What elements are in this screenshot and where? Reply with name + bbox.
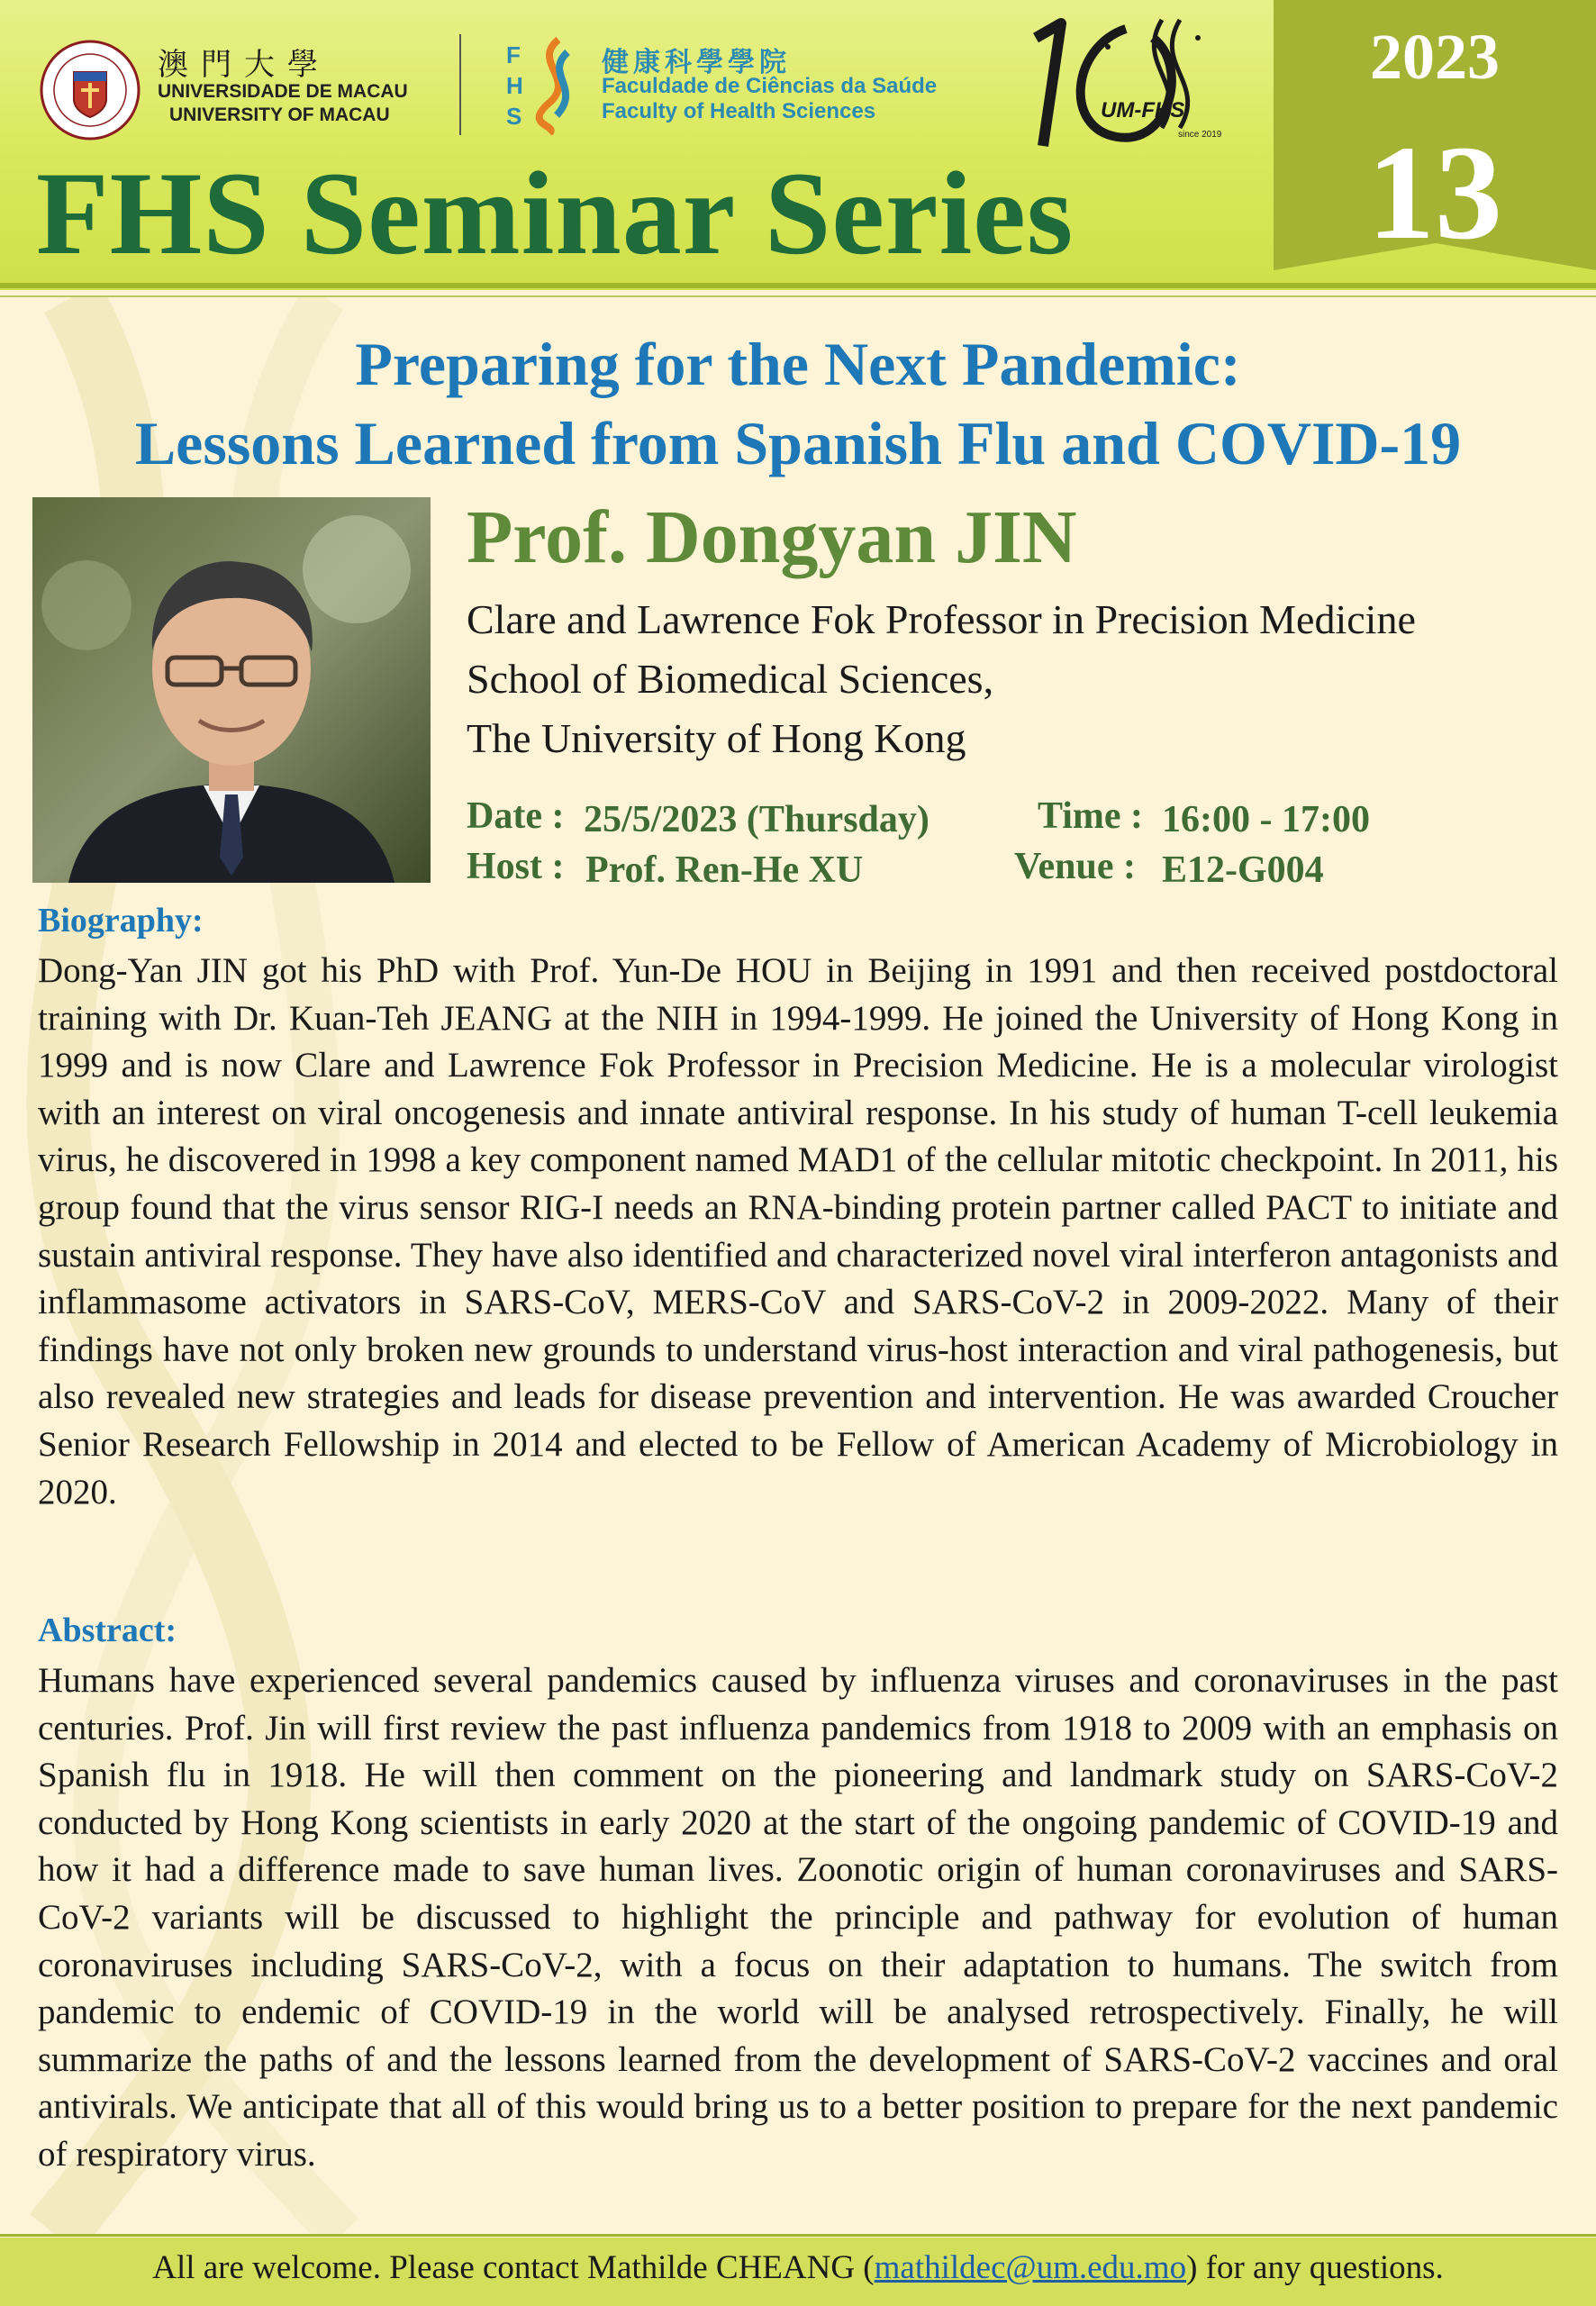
talk-title-line1: Preparing for the Next Pandemic:	[355, 330, 1241, 398]
um-english-name: UNIVERSITY OF MACAU	[169, 104, 390, 125]
speaker-affiliation	[467, 590, 1416, 768]
abstract-text: Humans have experienced several pandemics caused by influenza viruses and coronaviruses in the past centuries. Prof. Jin will first review the past influenza pandemics from 1918 to 2009 with an emphasis on Spanish flu in 1918. He will then comment on the pioneering and landmark study on SARS-CoV-2 conducted by Hong Kong scientists in early 2020 at the start of the ongoing pandemic of COVID-19 and how it had a difference made to save human lives. Zoonotic origin of human coronaviruses and SARS-CoV-2 variants will be discussed to highlight the principle and pathway for evolution of human coronaviruses including SARS-CoV-2, with a focus on their adaptation to humans. The switch from pandemic to endemic of COVID-19 in the world will be analysed retrospectively. Finally, he will summarize the paths of and the lessons learned from the development of SARS-CoV-2 vaccines and oral antivirals. We anticipate that all of this would bring us to a better position to prepare for the next pandemic of respiratory virus.	[38, 1661, 1558, 2174]
talk-title	[0, 324, 1596, 483]
contact-email-link[interactable]: mathildec@um.edu.mo	[874, 2249, 1187, 2286]
footer-contact	[0, 2248, 1596, 2287]
venue-label: Venue :	[1014, 846, 1136, 887]
biography-heading: Biography:	[38, 902, 204, 940]
footer-text-before: All are welcome. Please contact Mathilde CHEANG (	[152, 2249, 875, 2286]
affiliation-line3: The University of Hong Kong	[467, 715, 966, 761]
talk-title-line2: Lessons Learned from Spanish Flu and COVID-19	[134, 409, 1462, 477]
time-value: 16:00 - 17:00	[1162, 799, 1370, 840]
svg-text:since 2019: since 2019	[1178, 130, 1222, 140]
host-label: Host :	[467, 846, 565, 887]
header-divider	[0, 283, 1596, 288]
time-label: Time :	[1038, 795, 1144, 837]
svg-text:H: H	[506, 72, 523, 99]
seminar-number: 13	[1367, 118, 1502, 268]
affiliation-line2: School of Biomedical Sciences,	[467, 656, 994, 702]
um-portuguese-name: UNIVERSIDADE DE MACAU	[158, 81, 408, 102]
footer-text-after: ) for any questions.	[1186, 2249, 1444, 2286]
year-label: 2023	[1370, 21, 1500, 93]
um-chinese-name: 澳門大學	[158, 49, 331, 82]
svg-text:S: S	[506, 103, 522, 130]
fhs-english-name: Faculty of Health Sciences	[602, 99, 876, 123]
venue-value: E12-G004	[1162, 849, 1324, 891]
speaker-name: Prof. Dongyan JIN	[467, 495, 1077, 579]
date-value: 25/5/2023 (Thursday)	[584, 799, 929, 840]
fhs-portuguese-name: Faculdade de Ciências da Saúde	[602, 74, 938, 98]
svg-text:UM-FHS: UM-FHS	[1101, 98, 1185, 123]
biography-text: Dong-Yan JIN got his PhD with Prof. Yun-De HOU in Beijing in 1991 and then received postdoctoral training with Dr. Kuan-Teh JEANG at the NIH in 1994-1999. He joined the University of Hong Kong in 1999 and is now Clare and Lawrence Fok Professor in Precision Medicine. He is a molecular virologist with an interest on viral oncogenesis and innate antiviral response. In his study of human T-cell leukemia virus, he discovered in 1998 a key component named MAD1 of the cellular mitotic checkpoint. In 2011, his group found that the virus sensor RIG-I needs an RNA-binding protein partner called PACT to initiate and sustain antiviral response. They have also identified and characterized novel viral interferon antagonists and inflammasome activators in SARS-CoV, MERS-CoV and SARS-CoV-2 in 2009-2022. Many of their findings have not only broken new grounds to understand virus-host interaction and viral pathogenesis, but also revealed new strategies and leads for disease prevention and intervention. He was awarded Croucher Senior Research Fellowship in 2014 and elected to be Fellow of American Academy of Microbiology in 2020.	[38, 951, 1558, 1512]
date-label: Date :	[467, 795, 565, 837]
speaker-photo	[32, 497, 431, 883]
university-of-macau-logo	[40, 40, 141, 141]
fhs-10th-anniversary-logo	[1018, 11, 1234, 155]
affiliation-line1: Clare and Lawrence Fok Professor in Precision Medicine	[467, 596, 1416, 642]
logo-divider	[459, 34, 461, 135]
fhs-logo	[504, 34, 585, 135]
svg-text:F: F	[506, 41, 521, 68]
abstract-heading: Abstract:	[38, 1611, 177, 1649]
host-value: Prof. Ren-He XU	[585, 849, 864, 891]
fhs-chinese-name: 健康科學學院	[602, 48, 791, 77]
footer-divider	[0, 2234, 1596, 2237]
series-title: FHS Seminar Series	[36, 147, 1075, 279]
header-divider-thin	[0, 295, 1596, 297]
